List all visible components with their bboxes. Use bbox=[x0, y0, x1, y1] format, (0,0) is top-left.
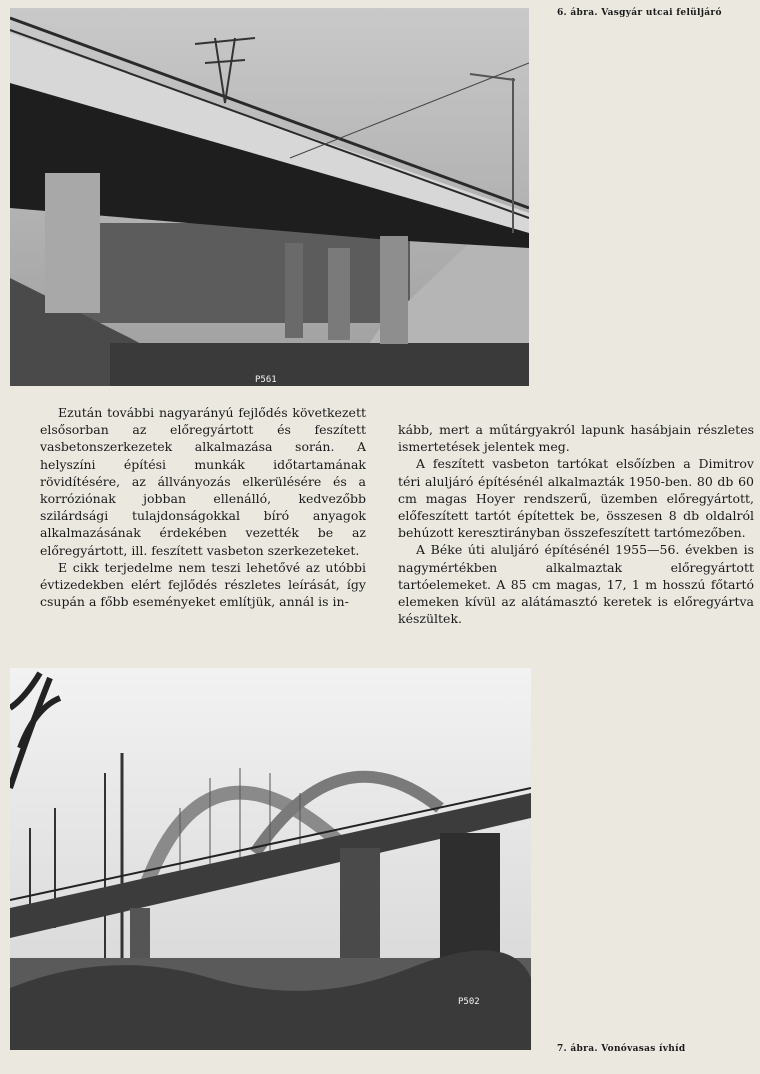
right-paragraph-3: A Béke úti aluljáró építésénél 1955—56. években is nagymértékben alkalmaztak előregyártott tartóelemeket. A 85 cm magas, 17, 1 m hosszú főtartó elemeken kívül az alátámasztó keretek is előregyártva készültek. bbox=[398, 542, 754, 627]
figure-7-caption: 7. ábra. Vonóvasas ívhíd bbox=[557, 1044, 686, 1054]
left-paragraph-1: Ezután további nagyarányú fejlődés következett elsősorban az előregyártott és feszített vasbetonszerkezetek alkalmazása során. A helyszíni építési munkák időtartamának rövidítésére, az állványozás elkerülésére és a korróziónak jobban ellenálló, kedvezőbb szilárdsági tulajdonságokkal bíró anyagok alkalmazásának érdekében vezették be az előregyártott, ill. feszített vasbeton szerkezeteket. bbox=[40, 405, 366, 558]
right-paragraph-1: kább, mert a műtárgyakról lapunk hasábjain részletes ismertetések jelentek meg. bbox=[398, 422, 754, 455]
figure-6-caption: 6. ábra. Vasgyár utcai felüljáró bbox=[557, 8, 722, 18]
figure-7-plate: P502 bbox=[458, 997, 480, 1007]
figure-6-plate: P561 bbox=[255, 375, 277, 385]
right-paragraph-2: A feszített vasbeton tartókat elsőízben a Dimitrov téri aluljáró építésénél alkalmazták 1950-ben. 80 db 60 cm magas Hoyer rendszerű, üzemben előregyártott, előfeszített tartót építettek be, összesen 8 db oldalról behúzott keresztirányban összefeszített tartómezőben. bbox=[398, 456, 754, 541]
left-paragraph-2: E cikk terjedelme nem teszi lehetővé az utóbbi évtizedekben elért fejlődés részletes leírását, így csupán a főbb eseményeket említjük, annál is in- bbox=[40, 559, 366, 610]
left-column bbox=[40, 404, 366, 610]
figure-6-photo bbox=[10, 8, 529, 386]
right-column bbox=[398, 421, 754, 627]
figure-7-photo bbox=[10, 668, 531, 1050]
